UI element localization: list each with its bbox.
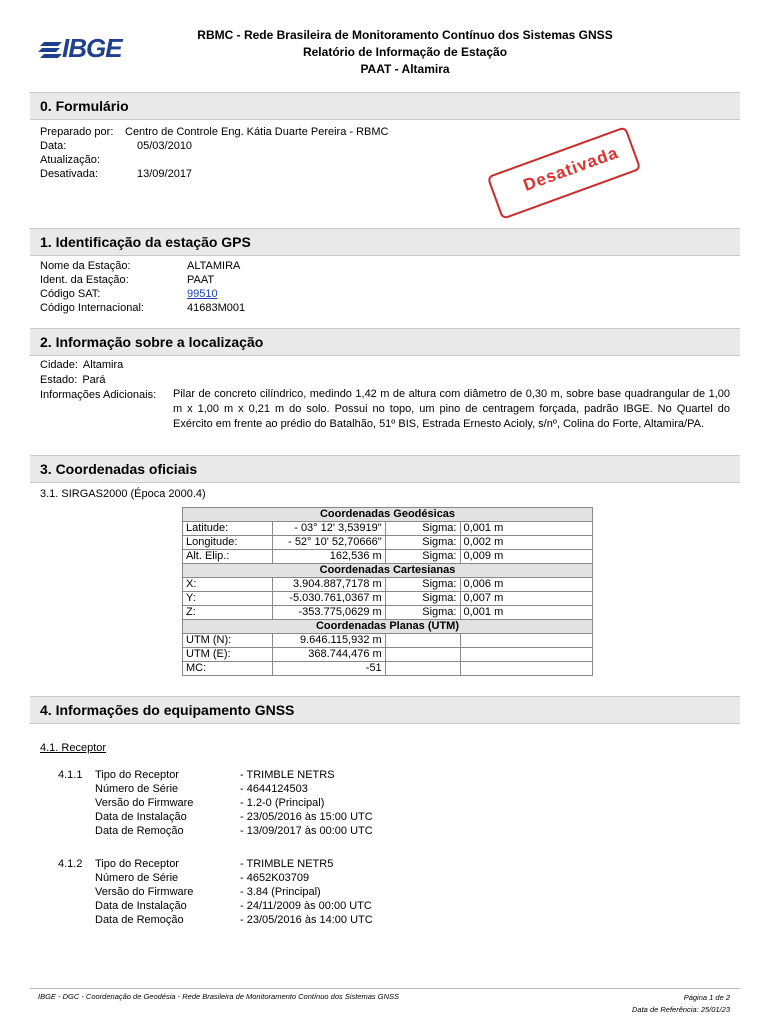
section-0-header bbox=[30, 92, 740, 120]
receiver-number: 4.1.1 bbox=[58, 769, 83, 781]
lat-sigma-label: Sigma: bbox=[385, 522, 460, 536]
y-label: Y: bbox=[183, 592, 273, 606]
y-sigma: 0,007 m bbox=[460, 592, 593, 606]
report-header bbox=[170, 27, 640, 78]
receiver-install-label: Data de Instalação bbox=[95, 811, 187, 823]
utm-n-value: 9.646.115,932 m bbox=[272, 634, 385, 648]
x-sigma-label: Sigma: bbox=[385, 578, 460, 592]
section-4-header bbox=[30, 696, 740, 724]
table-row bbox=[183, 634, 593, 648]
table-row bbox=[183, 536, 593, 550]
receiver-install-value: - 24/11/2009 às 00:00 UTC bbox=[240, 900, 372, 912]
lat-sigma: 0,001 m bbox=[460, 522, 593, 536]
state-label: Estado: bbox=[40, 374, 78, 386]
receiver-removal-label: Data de Remoção bbox=[95, 914, 184, 926]
deactivated-label: Desativada: bbox=[40, 168, 99, 180]
lon-value: - 52° 10' 52,70666" bbox=[272, 536, 385, 550]
z-label: Z: bbox=[183, 606, 273, 620]
receiver-link-text[interactable]: 4.1. Receptor bbox=[40, 742, 107, 754]
section-4-title: 4. Informações do equipamento GNSS bbox=[40, 702, 295, 718]
reference-date: Data de Referência: 25/01/23 bbox=[632, 1005, 730, 1014]
alt-sigma: 0,009 m bbox=[460, 550, 593, 564]
header-line-2: Relatório de Informação de Estação bbox=[302, 45, 508, 59]
footer-right bbox=[632, 992, 730, 1016]
update-label: Atualização: bbox=[40, 154, 100, 166]
receiver-4-1-1 bbox=[58, 768, 373, 838]
table-row bbox=[183, 592, 593, 606]
city-value: Altamira bbox=[82, 359, 124, 371]
section-3-title: 3. Coordenadas oficiais bbox=[40, 461, 198, 477]
receiver-type-value: - TRIMBLE NETRS bbox=[240, 769, 335, 781]
lon-sigma: 0,002 m bbox=[460, 536, 593, 550]
alt-label: Alt. Elip.: bbox=[183, 550, 273, 564]
lon-sigma-label: Sigma: bbox=[385, 536, 460, 550]
z-sigma: 0,001 m bbox=[460, 606, 593, 620]
receiver-firmware-value: - 1.2-0 (Principal) bbox=[240, 797, 325, 809]
section-1-header bbox=[30, 228, 740, 256]
y-sigma-label: Sigma: bbox=[385, 592, 460, 606]
header-line-3: PAAT - Altamira bbox=[360, 62, 450, 76]
receiver-removal-value: - 23/05/2016 às 14:00 UTC bbox=[240, 914, 373, 926]
receiver-type-label: Tipo do Receptor bbox=[95, 858, 179, 870]
sat-code-link[interactable]: 99510 bbox=[187, 288, 218, 300]
deactivated-stamp-text: Desativada bbox=[520, 142, 622, 195]
x-label: X: bbox=[183, 578, 273, 592]
lon-label: Longitude: bbox=[183, 536, 273, 550]
alt-value: 162,536 m bbox=[272, 550, 385, 564]
ibge-logo bbox=[38, 33, 148, 63]
location-info bbox=[40, 358, 156, 403]
utm-e-value: 368.744,476 m bbox=[272, 648, 385, 662]
footer-left: IBGE - DGC - Coordenação de Geodésia - Rede Brasileira de Monitoramento Contínuo dos Sistemas GNSS bbox=[38, 992, 400, 1001]
x-sigma: 0,006 m bbox=[460, 578, 593, 592]
additional-info-label: Informações Adicionais: bbox=[40, 389, 157, 401]
receiver-removal-value: - 13/09/2017 às 00:00 UTC bbox=[240, 825, 373, 837]
receiver-removal-label: Data de Remoção bbox=[95, 825, 184, 837]
x-value: 3.904.887,7178 m bbox=[272, 578, 385, 592]
section-2-header bbox=[30, 328, 740, 356]
y-value: -5.030.761,0367 m bbox=[272, 592, 385, 606]
receiver-serial-label: Número de Série bbox=[95, 872, 179, 884]
geodesic-header: Coordenadas Geodésicas bbox=[183, 508, 593, 522]
mc-value: -51 bbox=[272, 662, 385, 676]
z-sigma-label: Sigma: bbox=[385, 606, 460, 620]
header-line-1: RBMC - Rede Brasileira de Monitoramento Contínuo dos Sistemas GNSS bbox=[197, 28, 613, 42]
receiver-serial-label: Número de Série bbox=[95, 783, 179, 795]
utm-header: Coordenadas Planas (UTM) bbox=[183, 620, 593, 634]
ibge-logo-mark-icon bbox=[38, 40, 64, 60]
deactivated-stamp bbox=[487, 126, 642, 220]
additional-info-value: Pilar de concreto cilíndrico, medindo 1,42 m de altura com diâmetro de 0,30 m, sobre base quadrangular de 1,00 m x 1,00 m x 0,21 m do solo. Possui no topo, um pino de centragem forçada, padrão IBGE. No Quartel do Exército em frente ao prédio do Batalhão, 51º BIS, Estrada Ernesto Acioly, s/nº, Colina do Forte, Altamira/PA. bbox=[173, 388, 730, 430]
ibge-logo-text: IBGE bbox=[62, 33, 122, 63]
utm-n-label: UTM (N): bbox=[183, 634, 273, 648]
receiver-4-1-2 bbox=[58, 857, 373, 927]
prepared-by-label: Preparado por: bbox=[40, 126, 114, 138]
receiver-type-label: Tipo do Receptor bbox=[95, 769, 179, 781]
station-ident-value: PAAT bbox=[187, 274, 215, 286]
section-3-header bbox=[30, 455, 740, 483]
section-0-title: 0. Formulário bbox=[40, 98, 129, 114]
receiver-firmware-value: - 3.84 (Principal) bbox=[240, 886, 321, 898]
receiver-install-label: Data de Instalação bbox=[95, 900, 187, 912]
lat-label: Latitude: bbox=[183, 522, 273, 536]
table-row bbox=[183, 648, 593, 662]
coordinates-table bbox=[182, 507, 593, 676]
receiver-firmware-label: Versão do Firmware bbox=[95, 797, 194, 809]
international-code-label: Código Internacional: bbox=[40, 302, 144, 314]
receiver-serial-value: - 4644124503 bbox=[240, 783, 308, 795]
station-ident-label: Ident. da Estação: bbox=[40, 274, 129, 286]
receiver-install-value: - 23/05/2016 às 15:00 UTC bbox=[240, 811, 373, 823]
state-value: Pará bbox=[82, 374, 106, 386]
table-row bbox=[183, 662, 593, 676]
section-1-title: 1. Identificação da estação GPS bbox=[40, 234, 251, 250]
utm-e-label: UTM (E): bbox=[183, 648, 273, 662]
table-row bbox=[183, 550, 593, 564]
footer-divider bbox=[30, 988, 740, 989]
international-code-value: 41683M001 bbox=[187, 302, 246, 314]
receiver-type-value: - TRIMBLE NETR5 bbox=[240, 858, 334, 870]
page-number: Página 1 de 2 bbox=[683, 993, 730, 1002]
city-label: Cidade: bbox=[40, 359, 78, 371]
station-name-label: Nome da Estação: bbox=[40, 260, 131, 272]
table-row bbox=[183, 522, 593, 536]
receiver-firmware-label: Versão do Firmware bbox=[95, 886, 194, 898]
alt-sigma-label: Sigma: bbox=[385, 550, 460, 564]
lat-value: - 03° 12' 3,53919" bbox=[272, 522, 385, 536]
prepared-by-value: Centro de Controle Eng. Kátia Duarte Pereira - RBMC bbox=[125, 126, 389, 138]
cartesian-header: Coordenadas Cartesianas bbox=[183, 564, 593, 578]
form-info bbox=[40, 125, 389, 181]
station-name-value: ALTAMIRA bbox=[187, 260, 241, 272]
station-identification bbox=[40, 259, 245, 315]
deactivated-value: 13/09/2017 bbox=[137, 168, 193, 180]
section-2-title: 2. Informação sobre a localização bbox=[40, 334, 264, 350]
receiver-serial-value: - 4652K03709 bbox=[240, 872, 310, 884]
receiver-link[interactable] bbox=[40, 741, 106, 755]
receiver-number: 4.1.2 bbox=[58, 858, 83, 870]
z-value: -353.775,0629 m bbox=[272, 606, 385, 620]
sat-code-label: Código SAT: bbox=[40, 288, 101, 300]
sirgas-subtitle: 3.1. SIRGAS2000 (Época 2000.4) bbox=[40, 488, 206, 500]
table-row bbox=[183, 578, 593, 592]
mc-label: MC: bbox=[183, 662, 273, 676]
table-row bbox=[183, 606, 593, 620]
date-value: 05/03/2010 bbox=[137, 140, 193, 152]
date-label: Data: bbox=[40, 140, 67, 152]
